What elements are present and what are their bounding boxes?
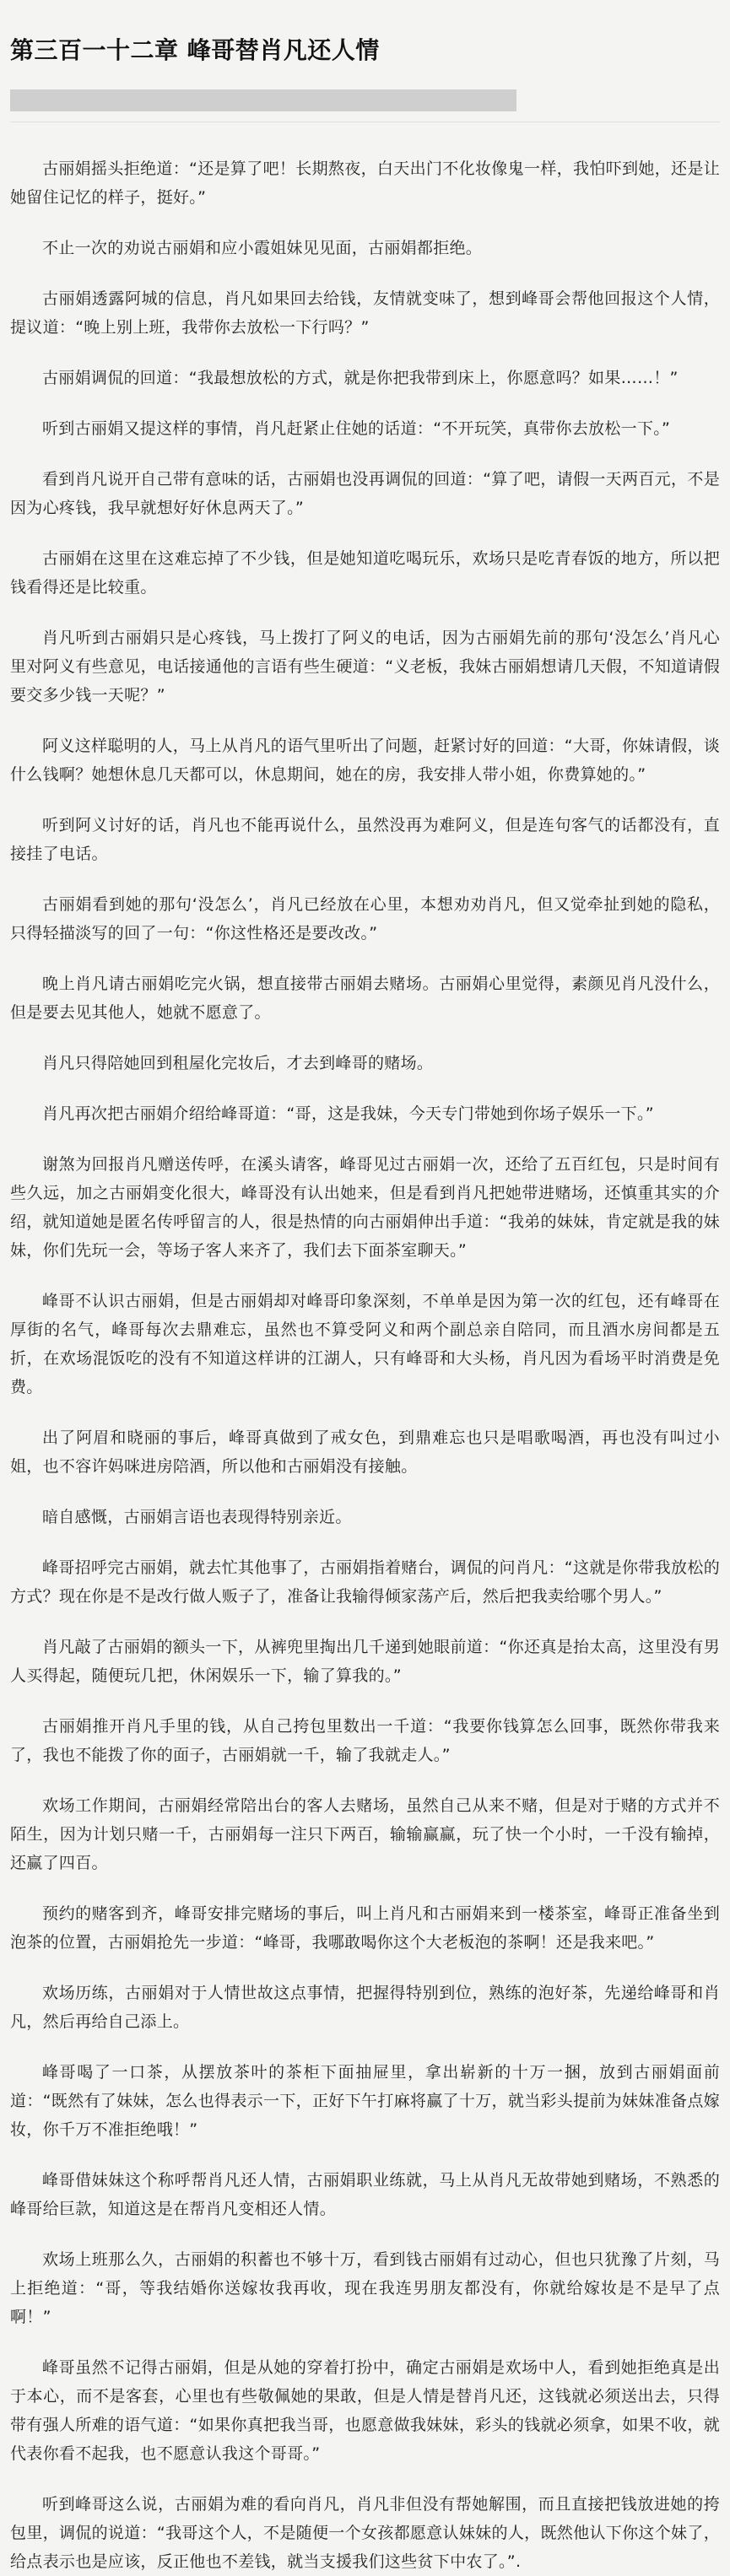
paragraph: 古丽娟在这里在这难忘掉了不少钱，但是她知道吃喝玩乐，欢场只是吃青春饭的地方，所以把钱看得还是比较重。 [10,549,720,597]
paragraph: 峰哥招呼完古丽娟，就去忙其他事了，古丽娟指着赌台，调侃的问肖凡：“这就是你带我放松的方式？现在你是不是改行做人贩子了，准备让我输得倾家荡产后，然后把我卖给哪个男人。” [10,1558,720,1606]
paragraph: 峰哥喝了一口茶，从摆放茶叶的茶柜下面抽屉里，拿出崭新的十万一捆，放到古丽娟面前道：“既然有了妹妹，怎么也得表示一下，正好下午打麻将赢了十万，就当彩头提前为妹妹准备点嫁妆，你千万不准拒绝哦！” [10,2063,720,2139]
chapter-content [10,154,720,2576]
paragraph: 谢煞为回报肖凡赠送传呼，在溪头请客，峰哥见过古丽娟一次，还给了五百红包，只是时间有些久远，加之古丽娟变化很大，峰哥没有认出她来，但是看到肖凡把她带进赌场，还慎重其实的介绍，就知道她是匿名传呼留言的人，很是热情的向古丽娟伸出手道：“我弟的妹妹，肯定就是我的妹妹，你们先玩一会，等场子客人来齐了，我们去下面茶室聊天。” [10,1155,720,1260]
paragraph: 阿义这样聪明的人，马上从肖凡的语气里听出了问题，赶紧讨好的回道：“大哥，你妹请假，谈什么钱啊？她想休息几天都可以，休息期间，她在的房，我安排人带小姐，你费算她的。” [10,737,720,784]
paragraph: 古丽娟看到她的那句‘没怎么’，肖凡已经放在心里，本想劝劝肖凡，但又觉牵扯到她的隐私，只得轻描淡写的回了一句：“你这性格还是要改改。” [10,895,720,942]
paragraph: 肖凡敲了古丽娟的额头一下，从裤兜里掏出几千递到她眼前道：“你还真是抬太高，这里没有男人买得起，随便玩几把，休闲娱乐一下，输了算我的。” [10,1638,720,1685]
paragraph: 晚上肖凡请古丽娟吃完火锅，想直接带古丽娟去赌场。古丽娟心里觉得，素颜见肖凡没什么，但是要去见其他人，她就不愿意了。 [10,975,720,1022]
paragraph: 古丽娟摇头拒绝道：“还是算了吧！长期熬夜，白天出门不化妆像鬼一样，我怕吓到她，还是让她留住记忆的样子，挺好。” [10,159,720,207]
paragraph: 预约的赌客到齐，峰哥安排完赌场的事后，叫上肖凡和古丽娟来到一楼茶室，峰哥正准备坐到泡茶的位置，古丽娟抢先一步道：“峰哥，我哪敢喝你这个大老板泡的茶啊！还是我来吧。” [10,1904,720,1952]
paragraph: 肖凡只得陪她回到租屋化完妆后，才去到峰哥的赌场。 [42,1054,434,1072]
paragraph: 峰哥虽然不记得古丽娟，但是从她的穿着打扮中，确定古丽娟是欢场中人，看到她拒绝真是出于本心，而不是客套，心里也有些敬佩她的果敢，但是人情是替肖凡还，这钱就必须送出去，只得带有强人所难的语气道：“如果你真把我当哥，也愿意做我妹妹，彩头的钱就必须拿，如果不收，就代表你看不起我，也不愿意认我这个哥哥。” [10,2358,720,2463]
paragraph: 峰哥不认识古丽娟，但是古丽娟却对峰哥印象深刻，不单单是因为第一次的红包，还有峰哥在厚街的名气，峰哥每次去鼎难忘，虽然也不算受阿义和两个副总亲自陪同，而且酒水房间都是五折，在欢场混饭吃的没有不知道这样讲的江湖人，只有峰哥和大头杨，肖凡因为看场平时消费是免费。 [10,1292,720,1396]
paragraph: 欢场上班那么久，古丽娟的积蓄也不够十万，看到钱古丽娟有过动心，但也只犹豫了片刻，马上拒绝道：“哥，等我结婚你送嫁妆我再收，现在我连男朋友都没有，你就给嫁妆是不是早了点啊！” [10,2250,720,2326]
paragraph: 欢场历练，古丽娟对于人情世故这点事情，把握得特别到位，熟练的泡好茶，先递给峰哥和肖凡，然后再给自己添上。 [10,1984,720,2031]
paragraph: 出了阿眉和晓丽的事后，峰哥真做到了戒女色，到鼎难忘也只是唱歌喝酒，再也没有叫过小姐，也不容许妈咪进房陪酒，所以他和古丽娟没有接触。 [10,1428,720,1476]
paragraph: 古丽娟推开肖凡手里的钱，从自己挎包里数出一千道：“我要你钱算怎么回事，既然你带我来了，我也不能拨了你的面子，古丽娟就一千，输了我就走人。” [10,1717,720,1764]
paragraph: 欢场工作期间，古丽娟经常陪出台的客人去赌场，虽然自己从来不赌，但是对于赌的方式并不陌生，因为计划只赌一千，古丽娟每一注只下两百，输输赢赢，玩了快一个小时，一千没有输掉，还赢了四百。 [10,1796,720,1872]
paragraph: 暗自感慨，古丽娟言语也表现得特别亲近。 [42,1508,352,1526]
paragraph: 听到阿义讨好的话，肖凡也不能再说什么，虽然没再为难阿义，但是连句客气的话都没有，直接挂了电话。 [10,816,720,863]
paragraph: 听到峰哥这么说，古丽娟为难的看向肖凡，肖凡非但没有帮她解围，而且直接把钱放进她的挎包里，调侃的说道：“我哥这个人，不是随便一个女孩都愿意认妹妹的人，既然他认下你这个妹了，给点表示也是应该，反正他也不差钱，就当支援我们这些贫下中农了。”. [10,2495,720,2571]
paragraph: 肖凡听到古丽娟只是心疼钱，马上拨打了阿义的电话，因为古丽娟先前的那句‘没怎么’肖凡心里对阿义有些意见，电话接通他的言语有些生硬道：“义老板，我妹古丽娟想请几天假，不知道请假要交多少钱一天呢？” [10,629,720,705]
chapter-title: 第三百一十二章 峰哥替肖凡还人情 [10,36,380,64]
paragraph: 峰哥借妹妹这个称呼帮肖凡还人情，古丽娟职业练就，马上从肖凡无故带她到赌场，不熟悉的峰哥给巨款，知道这是在帮肖凡变相还人情。 [10,2171,720,2218]
paragraph: 听到古丽娟又提这样的事情，肖凡赶紧止住她的话道：“不开玩笑，真带你去放松一下。” [42,419,671,438]
paragraph: 不止一次的劝说古丽娟和应小霞姐妹见见面，古丽娟都拒绝。 [42,239,483,257]
paragraph: 古丽娟调侃的回道：“我最想放松的方式，就是你把我带到床上，你愿意吗？如果……！” [42,369,679,387]
paragraph: 古丽娟透露阿城的信息，肖凡如果回去给钱，友情就变味了，想到峰哥会帮他回报这个人情，提议道：“晚上别上班，我带你去放松一下行吗？” [10,289,720,337]
paragraph: 看到肖凡说开自己带有意味的话，古丽娟也没再调侃的回道：“算了吧，请假一天两百元，不是因为心疼钱，我早就想好好休息两天了。” [10,470,720,517]
title-underline-bar [10,89,516,111]
paragraph: 肖凡再次把古丽娟介绍给峰哥道：“哥，这是我妹，今天专门带她到你场子娱乐一下。” [42,1104,654,1123]
